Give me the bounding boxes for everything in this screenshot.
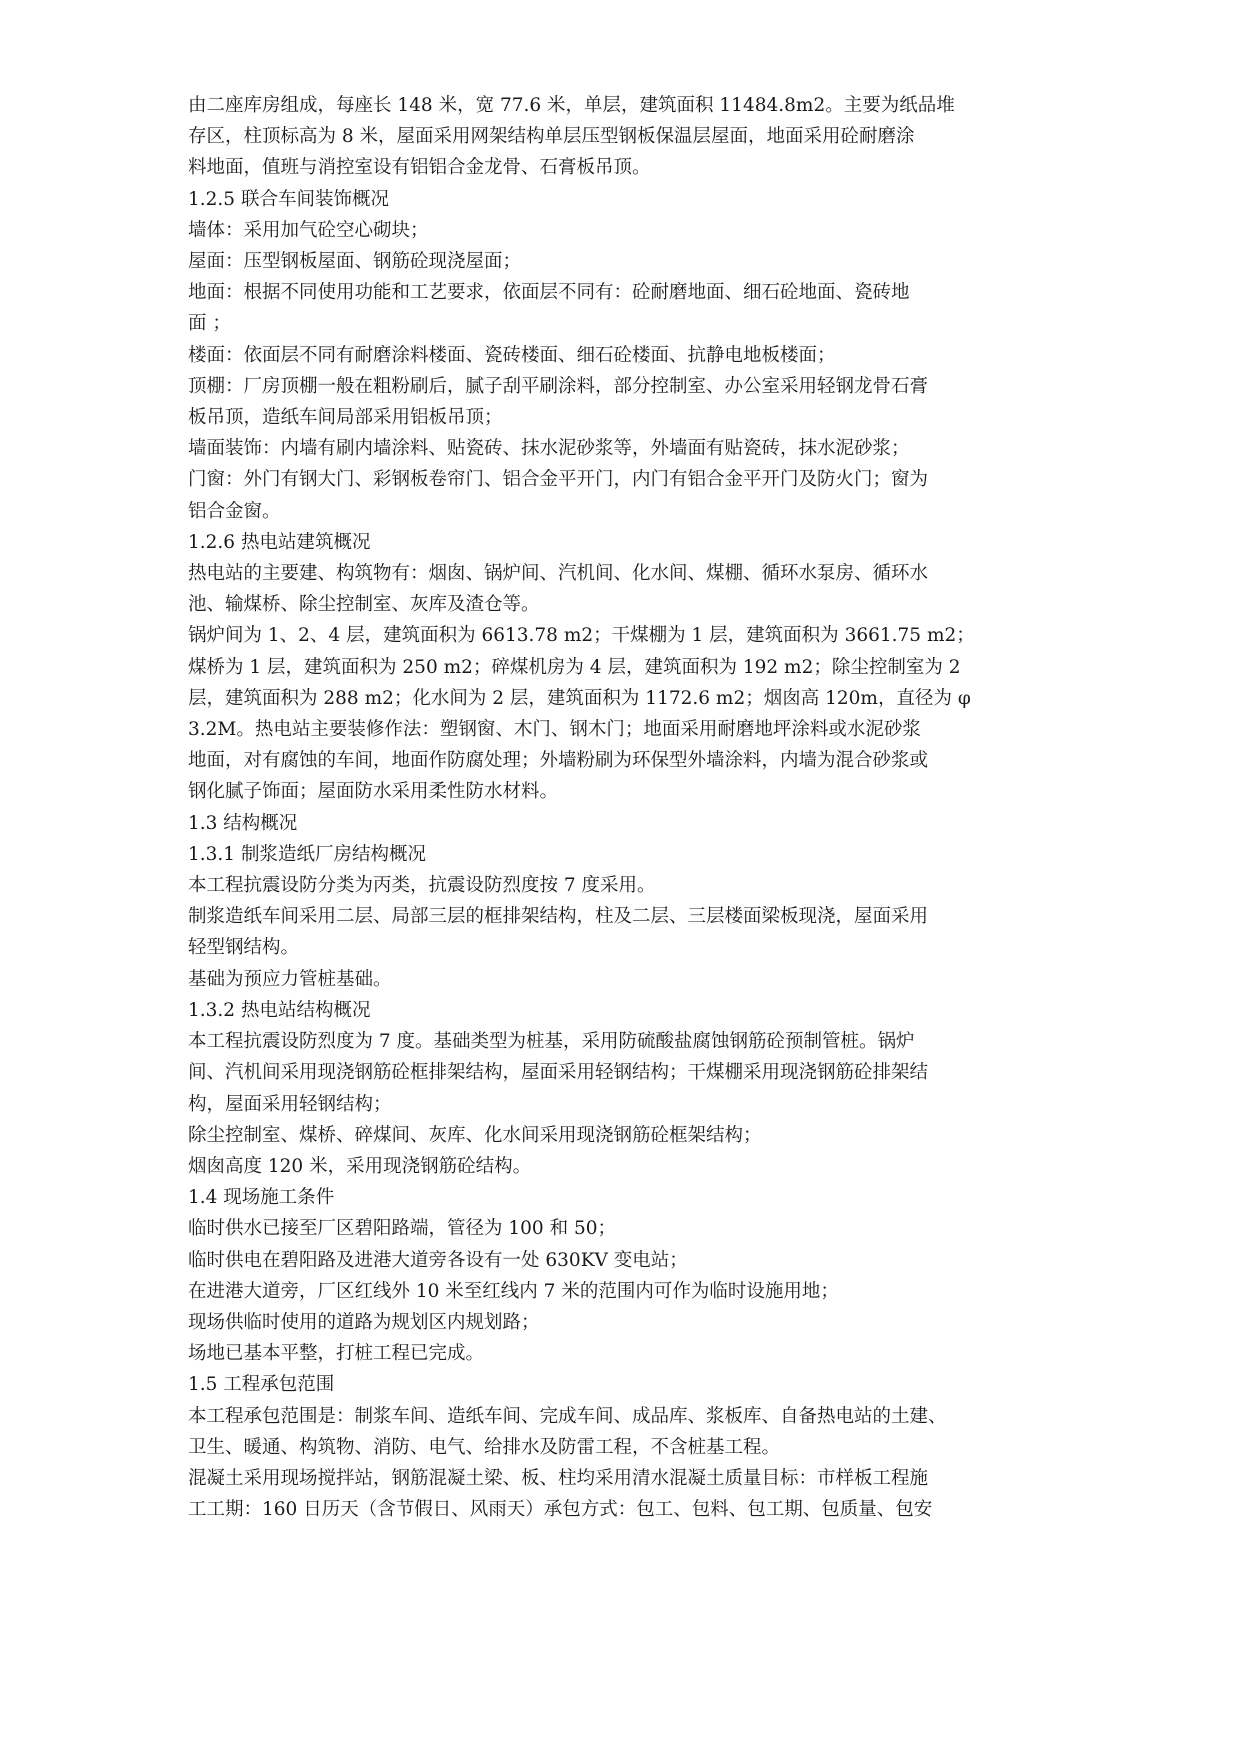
section-heading: 1.3.2 热电站结构概况 xyxy=(188,999,371,1021)
text-line: 地面，对有腐蚀的车间，地面作防腐处理；外墙粉刷为环保型外墙涂料，内墙为混合砂浆或 xyxy=(188,750,929,772)
text-line: 本工程承包范围是：制浆车间、造纸车间、完成车间、成品库、浆板库、自备热电站的土建、 xyxy=(188,1405,947,1427)
text-line: 煤桥为 1 层，建筑面积为 250 m2；碎煤机房为 4 层，建筑面积为 192 m2；除尘控制室为 2 xyxy=(188,656,961,678)
section-heading: 1.3 结构概况 xyxy=(188,812,298,834)
text-line: 地面：根据不同使用功能和工艺要求，依面层不同有：砼耐磨地面、细石砼地面、瓷砖地 xyxy=(188,282,910,304)
text-line: 楼面：依面层不同有耐磨涂料楼面、瓷砖楼面、细石砼楼面、抗静电地板楼面； xyxy=(188,344,836,366)
section-heading: 1.3.1 制浆造纸厂房结构概况 xyxy=(188,843,426,865)
text-line: 临时供电在碧阳路及进港大道旁各设有一处 630KV 变电站； xyxy=(188,1249,688,1271)
text-line: 间、汽机间采用现浇钢筋砼框排架结构，屋面采用轻钢结构；干煤棚采用现浇钢筋砼排架结 xyxy=(188,1062,929,1084)
text-line: 池、输煤桥、除尘控制室、灰库及渣仓等。 xyxy=(188,594,540,616)
text-line: 工工期：160 日历天（含节假日、风雨天）承包方式：包工、包料、包工期、包质量、包安 xyxy=(188,1499,933,1521)
text-line: 临时供水已接至厂区碧阳路端，管径为 100 和 50； xyxy=(188,1218,616,1240)
text-line: 除尘控制室、煤桥、碎煤间、灰库、化水间采用现浇钢筋砼框架结构； xyxy=(188,1124,762,1146)
text-line: 层，建筑面积为 288 m2；化水间为 2 层，建筑面积为 1172.6 m2；烟囱高 120m，直径为 φ xyxy=(188,687,971,709)
text-line: 锅炉间为 1、2、4 层，建筑面积为 6613.78 m2；干煤棚为 1 层，建筑面积为 3661.75 m2； xyxy=(188,625,975,647)
section-heading: 1.5 工程承包范围 xyxy=(188,1374,335,1396)
text-line: 板吊顶，造纸车间局部采用铝板吊顶； xyxy=(188,407,503,429)
text-line: 钢化腻子饰面；屋面防水采用柔性防水材料。 xyxy=(188,781,559,803)
document-page xyxy=(188,90,1058,1525)
text-line: 本工程抗震设防分类为丙类，抗震设防烈度按 7 度采用。 xyxy=(188,875,656,897)
text-line: 热电站的主要建、构筑物有：烟囱、锅炉间、汽机间、化水间、煤棚、循环水泵房、循环水 xyxy=(188,563,929,585)
text-line: 面 ； xyxy=(188,313,231,335)
text-line: 构，屋面采用轻钢结构； xyxy=(188,1093,392,1115)
section-heading: 1.2.6 热电站建筑概况 xyxy=(188,531,371,553)
text-line: 卫生、暖通、构筑物、消防、电气、给排水及防雷工程，不含桩基工程。 xyxy=(188,1436,781,1458)
text-line: 现场供临时使用的道路为规划区内规划路； xyxy=(188,1311,540,1333)
text-line: 料地面，值班与消控室设有铝铝合金龙骨、石膏板吊顶。 xyxy=(188,157,651,179)
section-heading: 1.4 现场施工条件 xyxy=(188,1187,335,1209)
text-line: 门窗：外门有钢大门、彩钢板卷帘门、铝合金平开门，内门有铝合金平开门及防火门；窗为 xyxy=(188,469,929,491)
text-line: 制浆造纸车间采用二层、局部三层的框排架结构，柱及二层、三层楼面梁板现浇，屋面采用 xyxy=(188,906,929,928)
text-line: 顶棚：厂房顶棚一般在粗粉刷后，腻子刮平刷涂料，部分控制室、办公室采用轻钢龙骨石膏 xyxy=(188,375,929,397)
text-line: 混凝土采用现场搅拌站，钢筋混凝土梁、板、柱均采用清水混凝土质量目标：市样板工程施 xyxy=(188,1467,929,1489)
text-line: 3.2M。热电站主要装修作法：塑钢窗、木门、钢木门；地面采用耐磨地坪涂料或水泥砂浆 xyxy=(188,719,921,741)
text-line: 基础为预应力管桩基础。 xyxy=(188,968,392,990)
section-heading: 1.2.5 联合车间装饰概况 xyxy=(188,188,389,210)
text-line: 本工程抗震设防烈度为 7 度。基础类型为桩基，采用防硫酸盐腐蚀钢筋砼预制管桩。锅炉 xyxy=(188,1031,915,1053)
text-line: 存区，柱顶标高为 8 米，屋面采用网架结构单层压型钢板保温层屋面，地面采用砼耐磨涂 xyxy=(188,126,915,148)
text-line: 铝合金窗。 xyxy=(188,500,281,522)
text-line: 墙面装饰：内墙有刷内墙涂料、贴瓷砖、抹水泥砂浆等，外墙面有贴瓷砖，抹水泥砂浆； xyxy=(188,438,910,460)
text-line: 场地已基本平整，打桩工程已完成。 xyxy=(188,1343,485,1365)
text-line: 烟囱高度 120 米，采用现浇钢筋砼结构。 xyxy=(188,1155,532,1177)
text-line: 轻型钢结构。 xyxy=(188,937,300,959)
text-line: 墙体：采用加气砼空心砌块； xyxy=(188,219,429,241)
text-line: 在进港大道旁，厂区红线外 10 米至红线内 7 米的范围内可作为临时设施用地； xyxy=(188,1280,839,1302)
text-line: 屋面：压型钢板屋面、钢筋砼现浇屋面； xyxy=(188,251,522,273)
text-line: 由二座库房组成，每座长 148 米，宽 77.6 米，单层，建筑面积 11484.8m2。主要为纸品堆 xyxy=(188,95,955,116)
